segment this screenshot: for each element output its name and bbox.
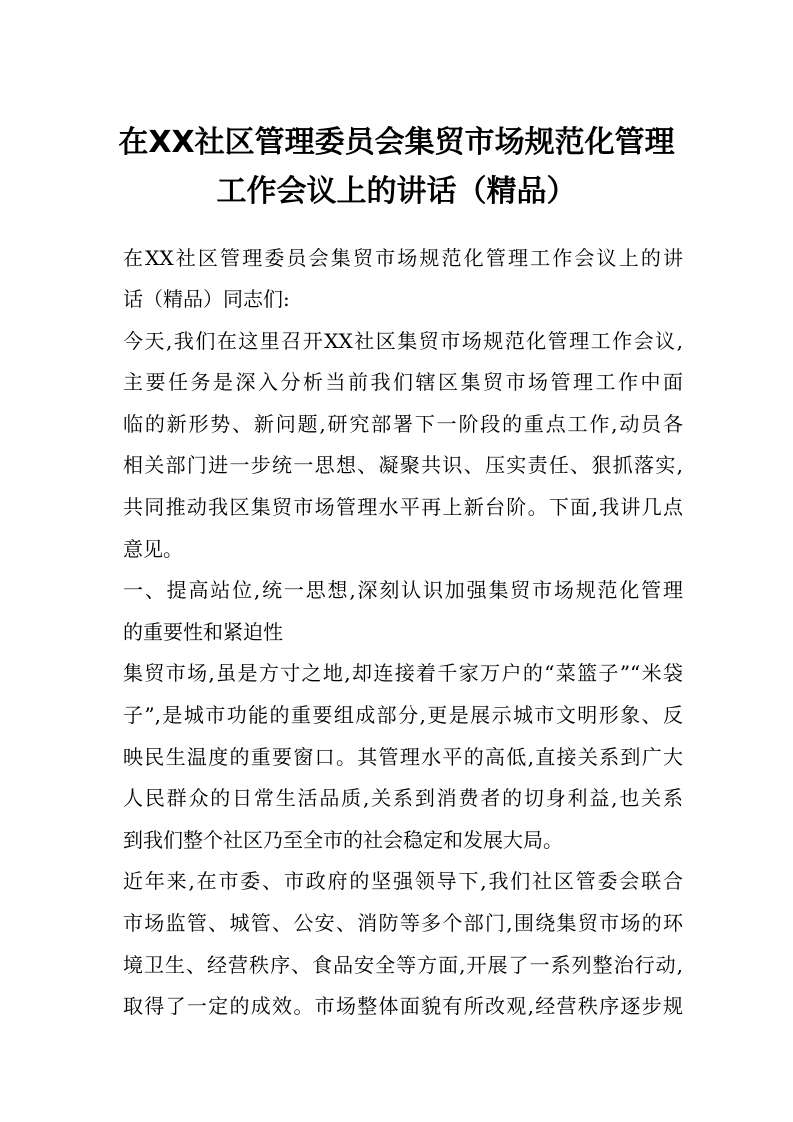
body-line: 境卫生、经营秩序、食品安全等方面,开展了一系列整治行动, (123, 953, 683, 977)
body-line: 今天,我们在这里召开XX社区集贸市场规范化管理工作会议, (123, 329, 683, 353)
body-line: 映民生温度的重要窗口。其管理水平的高低,直接关系到广大 (123, 745, 683, 769)
section-heading-line: 一、提高站位,统一思想,深刻认识加强集贸市场规范化管理 (123, 578, 683, 602)
document-title-line-2: 工作会议上的讲话（精品） (216, 174, 577, 209)
body-line: 市场监管、城管、公安、消防等多个部门,围绕集贸市场的环 (123, 911, 683, 935)
body-line: 近年来,在市委、市政府的坚强领导下,我们社区管委会联合 (123, 869, 683, 893)
body-line: 临的新形势、新问题,研究部署下一阶段的重点工作,动员各 (123, 412, 683, 436)
document-title-line-1: 在XX社区管理委员会集贸市场规范化管理 (118, 125, 675, 160)
body-line: 共同推动我区集贸市场管理水平再上新台阶。下面,我讲几点 (123, 495, 683, 519)
body-line: 话（精品）同志们: (123, 287, 290, 311)
body-line: 主要任务是深入分析当前我们辖区集贸市场管理工作中面 (123, 370, 683, 394)
body-line: 相关部门进一步统一思想、凝聚共识、压实责任、狠抓落实, (123, 453, 683, 477)
body-line: 意见。 (123, 537, 183, 561)
body-line: 在XX社区管理委员会集贸市场规范化管理工作会议上的讲 (123, 246, 683, 270)
section-heading-line: 的重要性和紧迫性 (123, 620, 283, 644)
body-line: 到我们整个社区乃至全市的社会稳定和发展大局。 (123, 828, 563, 852)
body-line: 集贸市场,虽是方寸之地,却连接着千家万户的“菜篮子”“米袋 (123, 661, 683, 685)
body-line: 取得了一定的成效。市场整体面貌有所改观,经营秩序逐步规 (123, 994, 683, 1018)
body-line: 子”,是城市功能的重要组成部分,更是展示城市文明形象、反 (123, 703, 683, 727)
body-line: 人民群众的日常生活品质,关系到消费者的切身利益,也关系 (123, 786, 683, 810)
